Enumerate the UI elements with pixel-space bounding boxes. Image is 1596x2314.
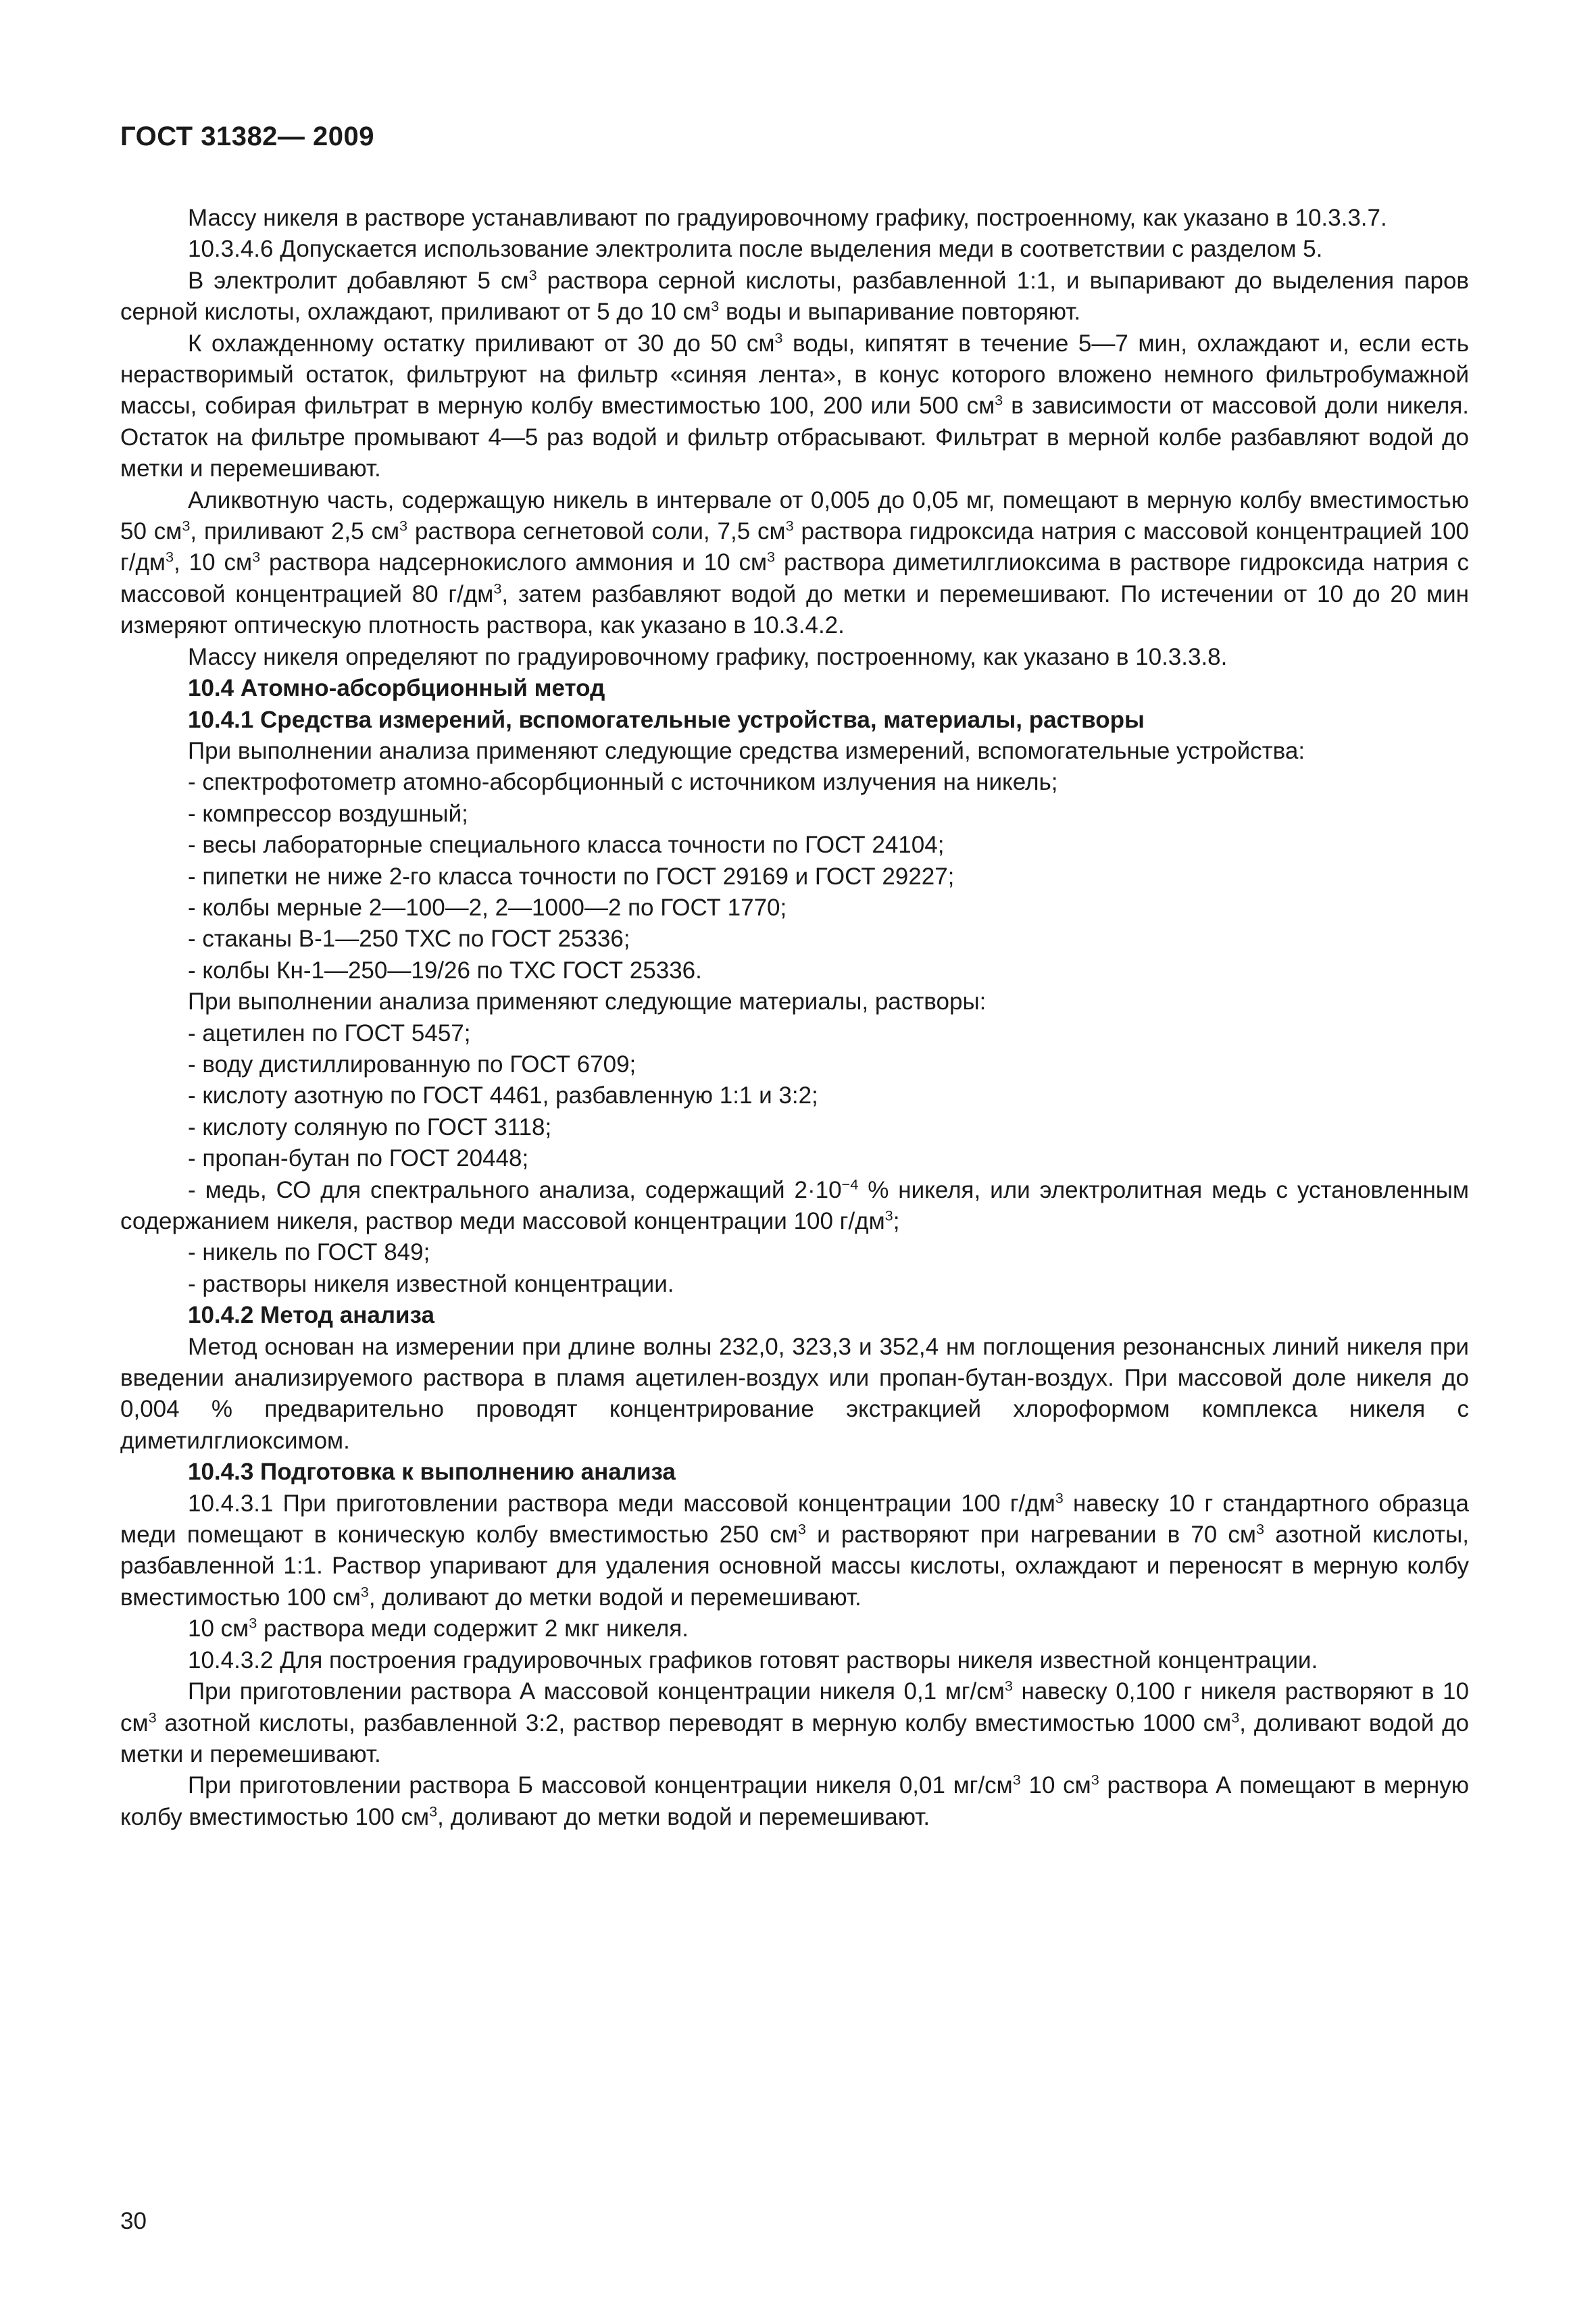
paragraph: При выполнении анализа применяют следующие средства измерений, вспомогательные устройства: xyxy=(188,737,1305,764)
section-heading: 10.4.2 Метод анализа xyxy=(188,1302,434,1329)
paragraph: 10 $см^3$ раствора меди содержит 2 мкг никеля. xyxy=(188,1614,689,1642)
paragraph: При выполнении анализа применяют следующие материалы, растворы: xyxy=(188,988,987,1015)
list-item: - колбы Кн-1—250—19/26 по ТХС ГОСТ 25336. xyxy=(188,957,702,984)
document-header: ГОСТ 31382— 2009 xyxy=(120,122,375,151)
list-item: - кислоту азотную по ГОСТ 4461, разбавленную 1:1 и 3:2; xyxy=(188,1082,818,1109)
list-item: - никель по ГОСТ 849; xyxy=(188,1239,430,1266)
list-item: - колбы мерные 2—100—2, 2—1000—2 по ГОСТ 1770; xyxy=(188,894,787,921)
list-item: - воду дистиллированную по ГОСТ 6709; xyxy=(188,1051,637,1078)
paragraph: 10.3.4.6 Допускается использование электролита после выделения меди в соответствии с разделом 5. xyxy=(188,236,1323,263)
list-item: - медь, СО для спектрального анализа, содержащий $2\cdot 10^{-4}$ % никеля, или электролитная медь с установленным содержанием никеля, раствор меди массовой концентрации 100 $г/дм^3$; xyxy=(120,1175,1469,1234)
list-item: - пипетки не ниже 2-го класса точности по ГОСТ 29169 и ГОСТ 29227; xyxy=(188,863,955,890)
paragraph: При приготовлении раствора А массовой концентрации никеля 0,1 $мг/см^3$ навеску 0,100 г никеля растворяют в 10 $см^3$ азотной кислоты, разбавленной 3:2, раствор переводят в мерную колбу вместимостью 1000 $см^3$, доливают водой до метки и перемешивают. xyxy=(120,1677,1469,1767)
list-item: - весы лабораторные специального класса точности по ГОСТ 24104; xyxy=(188,832,945,859)
paragraph: При приготовлении раствора Б массовой концентрации никеля 0,01 $мг/см^3$ 10 $см^3$ раствора А помещают в мерную колбу вместимостью 100 $см^3$, доливают до метки водой и перемешивают. xyxy=(120,1771,1469,1830)
paragraph: К охлажденному остатку приливают от 30 до 50 $см^3$ воды, кипятят в течение 5—7 мин, охлаждают и, если есть нерастворимый остаток, фильтруют на фильтр «синяя лента», в конус которого вложено немного фильтробумажной массы, собирая фильтрат в мерную колбу вместимостью 100, 200 или 500 $см^3$ в зависимости от массовой доли никеля. Остаток на фильтре промывают 4—5 раз водой и фильтр отбрасывают. Фильтрат в мерной колбе разбавляют водой до метки и перемешивают. xyxy=(120,328,1469,482)
section-heading: 10.4 Атомно-абсорбционный метод xyxy=(188,675,605,702)
list-item: - стаканы В-1—250 ТХС по ГОСТ 25336; xyxy=(188,926,630,953)
section-heading: 10.4.3 Подготовка к выполнению анализа xyxy=(188,1459,676,1486)
paragraph: Массу никеля в растворе устанавливают по градуировочному графику, построенному, как указано в 10.3.3.7. xyxy=(188,205,1387,231)
paragraph: Аликвотную часть, содержащую никель в интервале от 0,005 до 0,05 мг, помещают в мерную колбу вместимостью 50 $см^3$, приливают 2,5 $см^3$ раствора сегнетовой соли, 7,5 $см^3$ раствора гидроксида натрия с массовой концентрацией 100 $г/дм^3$, 10 $см^3$ раствора надсернокислого аммония и 10 $см^3$ раствора диметилглиоксима в растворе гидроксида натрия с массовой концентрацией 80 $г/дм^3$, затем разбавляют водой до метки и перемешивают. По истечении от 10 до 20 мин измеряют оптическую плотность раствора, как указано в 10.3.4.2. xyxy=(120,486,1470,639)
list-item: - спектрофотометр атомно-абсорбционный с источником излучения на никель; xyxy=(188,769,1058,796)
list-item: - пропан-бутан по ГОСТ 20448; xyxy=(188,1145,529,1172)
list-item: - ацетилен по ГОСТ 5457; xyxy=(188,1020,471,1047)
page-number: 30 xyxy=(120,2208,147,2234)
paragraph: 10.4.3.2 Для построения градуировочных графиков готовят растворы никеля известной концентрации. xyxy=(188,1646,1318,1674)
list-item: - кислоту соляную по ГОСТ 3118; xyxy=(188,1113,552,1140)
list-item: - растворы никеля известной концентрации. xyxy=(188,1270,674,1297)
paragraph: В электролит добавляют 5 $см^3$ раствора серной кислоты, разбавленной 1:1, и выпаривают до выделения паров серной кислоты, охлаждают, приливают от 5 до 10 $см^3$ воды и выпаривание повторяют. xyxy=(120,266,1469,326)
paragraph: Метод основан на измерении при длине волны 232,0, 323,3 и 352,4 нм поглощения резонансных линий никеля при введении анализируемого раствора в пламя ацетилен-воздух или пропан-бутан-воздух. При массовой доле никеля до 0,004 % предварительно проводят концентрирование экстракцией хлороформом комплекса никеля с диметилглиоксимом. xyxy=(120,1333,1469,1454)
section-heading: 10.4.1 Средства измерений, вспомогательные устройства, материалы, растворы xyxy=(188,706,1145,733)
body-text xyxy=(120,203,1469,1833)
paragraph: 10.4.3.1 При приготовлении раствора меди массовой концентрации 100 $г/дм^3$ навеску 10 г стандартного образца меди помещают в коническую колбу вместимостью 250 $см^3$ и растворяют при нагревании в 70 $см^3$ азотной кислоты, разбавленной 1:1. Раствор упаривают для удаления основной массы кислоты, охлаждают и переносят в мерную колбу вместимостью 100 $см^3$, доливают до метки водой и перемешивают. xyxy=(120,1489,1469,1611)
list-item: - компрессор воздушный; xyxy=(188,800,468,827)
paragraph: Массу никеля определяют по градуировочному графику, построенному, как указано в 10.3.3.8. xyxy=(188,643,1228,670)
